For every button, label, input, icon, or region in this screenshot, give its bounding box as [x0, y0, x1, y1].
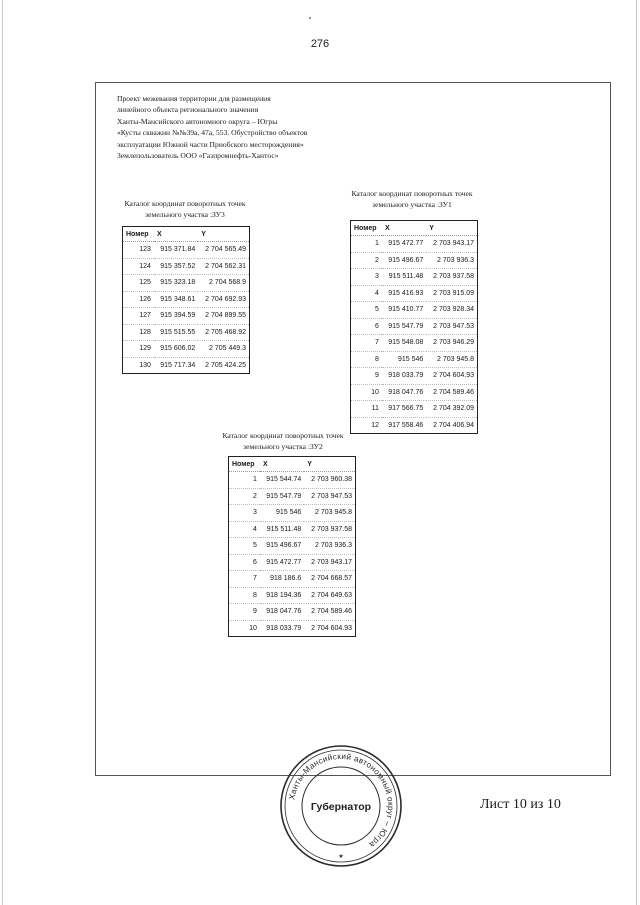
- y-coordinate: 2 704 565.49: [198, 242, 249, 259]
- x-coordinate: 915 496.67: [382, 252, 426, 269]
- caption-line: Каталог координат поворотных точек: [351, 189, 473, 198]
- x-coordinate: 915 496.67: [260, 538, 304, 555]
- x-coordinate: 915 546: [382, 351, 426, 368]
- table-row: [351, 302, 478, 319]
- sheet-number: Лист 10 из 10: [480, 797, 561, 812]
- x-coordinate: 915 394.59: [154, 308, 198, 325]
- table-row: [351, 252, 478, 269]
- point-number: 8: [351, 351, 382, 368]
- x-coordinate: 915 547.79: [260, 488, 304, 505]
- table-row: [123, 242, 250, 259]
- point-number: 11: [351, 401, 382, 418]
- header-line: Проект межевания территории для размещения: [117, 94, 271, 103]
- y-coordinate: 2 705 468.92: [198, 324, 249, 341]
- table-row: [123, 357, 250, 374]
- point-number: 7: [351, 335, 382, 352]
- x-coordinate: 917 566.75: [382, 401, 426, 418]
- table-row: [123, 308, 250, 325]
- point-number: 9: [351, 368, 382, 385]
- table-row: [351, 384, 478, 401]
- table-row: [123, 324, 250, 341]
- table-row: [229, 620, 356, 637]
- y-coordinate: 2 704 692.93: [198, 291, 249, 308]
- y-coordinate: 2 703 946.29: [426, 335, 477, 352]
- caption-line: земельного участка :ЗУ2: [243, 442, 323, 451]
- y-coordinate: 2 703 936.3: [426, 252, 477, 269]
- seal-ring-text: Ханты-Мансийский автономный округ – Югра: [287, 751, 396, 850]
- seal-star-icon: ★: [338, 853, 344, 860]
- y-coordinate: 2 703 937.58: [304, 521, 355, 538]
- point-number: 10: [229, 620, 260, 637]
- column-header: Y: [426, 221, 477, 236]
- point-number: 2: [229, 488, 260, 505]
- point-number: 123: [123, 242, 154, 259]
- y-coordinate: 2 703 928.34: [426, 302, 477, 319]
- table-row: [123, 291, 250, 308]
- point-number: 129: [123, 341, 154, 358]
- y-coordinate: 2 704 589.46: [304, 604, 355, 621]
- table-row: [123, 275, 250, 292]
- x-coordinate: 915 548.08: [382, 335, 426, 352]
- header-line: Землепользователь ООО «Газпромнефть-Хантос»: [117, 151, 279, 161]
- column-header: X: [382, 221, 426, 236]
- y-coordinate: 2 703 936.3: [304, 538, 355, 555]
- point-number: 125: [123, 275, 154, 292]
- table-row: [229, 505, 356, 522]
- x-coordinate: 915 416.93: [382, 285, 426, 302]
- point-number: 5: [351, 302, 382, 319]
- table-row: [351, 236, 478, 253]
- scan-edge-right: [636, 0, 637, 905]
- header-line: «Кусты скважин №№39а, 47а, 553. Обустройство объектов: [117, 128, 308, 138]
- y-coordinate: 2 703 947.53: [426, 318, 477, 335]
- point-number: 124: [123, 258, 154, 275]
- y-coordinate: 2 703 945.8: [426, 351, 477, 368]
- x-coordinate: 915 515.55: [154, 324, 198, 341]
- y-coordinate: 2 703 943.17: [304, 554, 355, 571]
- x-coordinate: 915 544.74: [260, 472, 304, 489]
- y-coordinate: 2 703 960.38: [304, 472, 355, 489]
- y-coordinate: 2 704 392.09: [426, 401, 477, 418]
- x-coordinate: 918 186.6: [260, 571, 304, 588]
- x-coordinate: 915 348.61: [154, 291, 198, 308]
- table-row: [229, 488, 356, 505]
- x-coordinate: 915 546: [260, 505, 304, 522]
- column-header: X: [260, 457, 304, 472]
- y-coordinate: 2 705 449.3: [198, 341, 249, 358]
- y-coordinate: 2 704 649.63: [304, 587, 355, 604]
- point-number: 4: [229, 521, 260, 538]
- y-coordinate: 2 704 604.93: [304, 620, 355, 637]
- y-coordinate: 2 704 899.55: [198, 308, 249, 325]
- x-coordinate: 915 547.79: [382, 318, 426, 335]
- table-row: [351, 417, 478, 434]
- point-number: 9: [229, 604, 260, 621]
- point-number: 2: [351, 252, 382, 269]
- x-coordinate: 918 033.79: [260, 620, 304, 637]
- point-number: 1: [351, 236, 382, 253]
- table-row: [229, 521, 356, 538]
- coordinate-table-zu1: [350, 220, 478, 434]
- table-row: [229, 554, 356, 571]
- table-row: [123, 258, 250, 275]
- table-row: [351, 351, 478, 368]
- point-number: 8: [229, 587, 260, 604]
- point-number: 126: [123, 291, 154, 308]
- coordinate-table-zu3: [122, 226, 250, 374]
- y-coordinate: 2 704 668.57: [304, 571, 355, 588]
- column-header: Номер: [123, 227, 154, 242]
- catalog-caption-zu1: [337, 188, 487, 210]
- caption-line: Каталог координат поворотных точек: [222, 431, 344, 440]
- y-coordinate: 2 704 568.9: [198, 275, 249, 292]
- catalog-caption-zu2: [208, 430, 358, 452]
- y-coordinate: 2 704 406.94: [426, 417, 477, 434]
- table-row: [229, 472, 356, 489]
- x-coordinate: 918 047.76: [382, 384, 426, 401]
- point-number: 130: [123, 357, 154, 374]
- x-coordinate: 915 323.18: [154, 275, 198, 292]
- table-row: [351, 368, 478, 385]
- x-coordinate: 915 357.52: [154, 258, 198, 275]
- point-number: 4: [351, 285, 382, 302]
- x-coordinate: 918 033.79: [382, 368, 426, 385]
- page-number: 276: [310, 38, 330, 50]
- y-coordinate: 2 703 947.53: [304, 488, 355, 505]
- y-coordinate: 2 703 937.58: [426, 269, 477, 286]
- table-row: [351, 285, 478, 302]
- table-header-row: [123, 227, 250, 242]
- x-coordinate: 917 558.46: [382, 417, 426, 434]
- y-coordinate: 2 704 562.31: [198, 258, 249, 275]
- x-coordinate: 915 717.34: [154, 357, 198, 374]
- column-header: Номер: [229, 457, 260, 472]
- table-row: [229, 538, 356, 555]
- table-row: [229, 604, 356, 621]
- header-line: линейного объекта регионального значения: [117, 105, 259, 115]
- catalog-caption-zu3: [110, 198, 260, 220]
- x-coordinate: 918 047.76: [260, 604, 304, 621]
- header-line: Ханты-Мансийского автономного округа – Югры: [117, 116, 278, 126]
- point-number: 3: [229, 505, 260, 522]
- point-number: 1: [229, 472, 260, 489]
- y-coordinate: 2 703 915.09: [426, 285, 477, 302]
- table-header-row: [229, 457, 356, 472]
- table-row: [351, 318, 478, 335]
- point-number: 10: [351, 384, 382, 401]
- y-coordinate: 2 704 589.46: [426, 384, 477, 401]
- table-row: [351, 401, 478, 418]
- caption-line: земельного участка :ЗУ1: [372, 200, 452, 209]
- y-coordinate: 2 705 424.25: [198, 357, 249, 374]
- project-header: [117, 93, 377, 161]
- scan-speck: [309, 17, 311, 19]
- column-header: Y: [198, 227, 249, 242]
- table-header-row: [351, 221, 478, 236]
- y-coordinate: 2 703 945.8: [304, 505, 355, 522]
- official-seal: [278, 743, 404, 869]
- scan-edge-left: [2, 0, 3, 905]
- table-row: [351, 269, 478, 286]
- header-line: эксплуатации Южной части Приобского месторождения»: [117, 139, 304, 149]
- point-number: 6: [229, 554, 260, 571]
- table-row: [229, 571, 356, 588]
- column-header: X: [154, 227, 198, 242]
- point-number: 12: [351, 417, 382, 434]
- x-coordinate: 915 511.48: [382, 269, 426, 286]
- x-coordinate: 915 606.02: [154, 341, 198, 358]
- point-number: 128: [123, 324, 154, 341]
- x-coordinate: 915 511.48: [260, 521, 304, 538]
- y-coordinate: 2 704 604.93: [426, 368, 477, 385]
- x-coordinate: 915 410.77: [382, 302, 426, 319]
- column-header: Номер: [351, 221, 382, 236]
- table-row: [229, 587, 356, 604]
- caption-line: Каталог координат поворотных точек: [124, 199, 246, 208]
- y-coordinate: 2 703 943.17: [426, 236, 477, 253]
- point-number: 127: [123, 308, 154, 325]
- table-row: [351, 335, 478, 352]
- column-header: Y: [304, 457, 355, 472]
- x-coordinate: 915 472.77: [382, 236, 426, 253]
- point-number: 5: [229, 538, 260, 555]
- table-row: [123, 341, 250, 358]
- coordinate-table-zu2: [228, 456, 356, 637]
- seal-center-text: Губернатор: [310, 801, 372, 813]
- point-number: 3: [351, 269, 382, 286]
- point-number: 7: [229, 571, 260, 588]
- x-coordinate: 915 472.77: [260, 554, 304, 571]
- x-coordinate: 915 371.84: [154, 242, 198, 259]
- caption-line: земельного участка :ЗУ3: [145, 210, 225, 219]
- point-number: 6: [351, 318, 382, 335]
- x-coordinate: 918 194.36: [260, 587, 304, 604]
